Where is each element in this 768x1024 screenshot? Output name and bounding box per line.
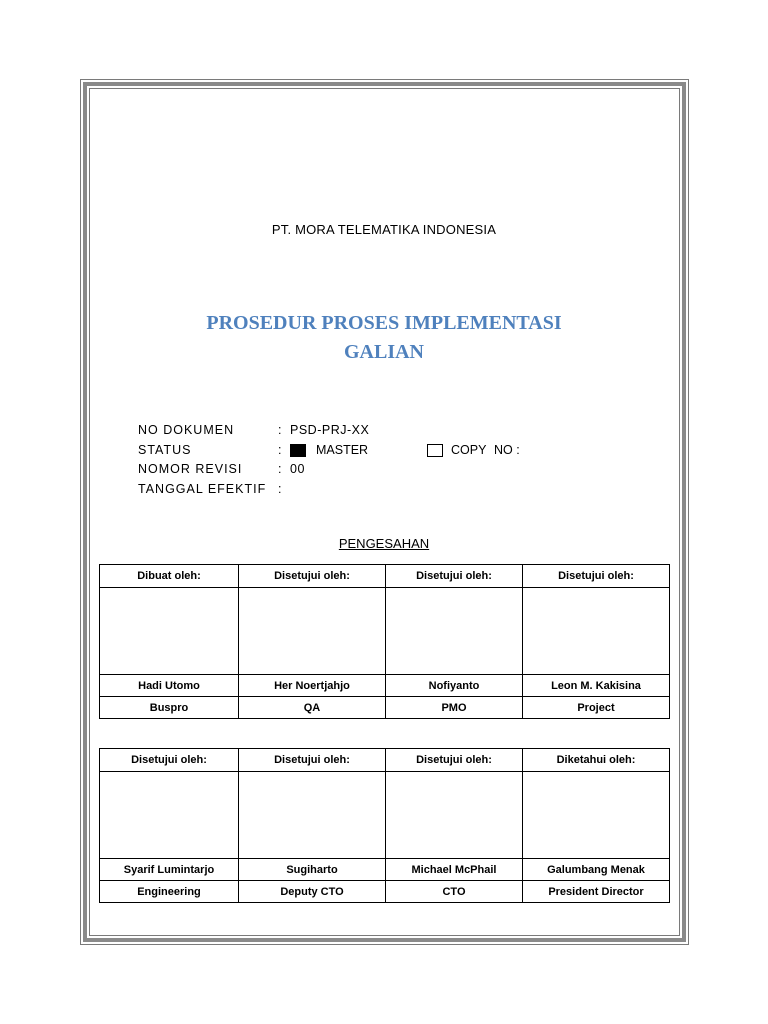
signer-name-cell: Hadi Utomo [100, 675, 239, 697]
name-row [100, 859, 670, 881]
table-header-row [100, 565, 670, 588]
approval-header-cell: Disetujui oleh: [100, 749, 239, 772]
signature-cell [523, 772, 670, 859]
approval-header-cell: Disetujui oleh: [386, 565, 523, 588]
approval-header-cell: Disetujui oleh: [523, 565, 670, 588]
document-title-line2: GALIAN [343, 341, 424, 363]
approval-heading: PENGESAHAN [338, 536, 430, 551]
master-label: MASTER [316, 442, 369, 457]
meta-value-no-dokumen: PSD-PRJ-XX [290, 423, 370, 437]
signer-role-cell: CTO [386, 881, 523, 903]
approval-header-cell: Disetujui oleh: [239, 749, 386, 772]
signature-cell [523, 588, 670, 675]
approval-header-cell: Disetujui oleh: [386, 749, 523, 772]
signature-cell [386, 588, 523, 675]
signature-cell [239, 772, 386, 859]
meta-label: NOMOR REVISI [138, 462, 243, 476]
approval-header-cell: Diketahui oleh: [523, 749, 670, 772]
approval-header-cell: Disetujui oleh: [239, 565, 386, 588]
signature-cell [100, 588, 239, 675]
signer-role-cell: Engineering [100, 881, 239, 903]
document-title [0, 309, 768, 367]
signature-cell [386, 772, 523, 859]
copy-number-label: NO : [494, 442, 520, 457]
signature-cell [239, 588, 386, 675]
approval-table-2 [99, 748, 670, 903]
meta-value-nomor-revisi: 00 [290, 462, 305, 476]
signature-row [100, 588, 670, 675]
signer-name-cell: Her Noertjahjo [239, 675, 386, 697]
meta-label: NO DOKUMEN [138, 423, 235, 437]
master-checkbox[interactable] [290, 444, 306, 457]
signer-name-cell: Michael McPhail [386, 859, 523, 881]
signer-role-cell: QA [239, 697, 386, 719]
meta-colon: : [278, 423, 282, 437]
signer-name-cell: Nofiyanto [386, 675, 523, 697]
signer-name-cell: Syarif Lumintarjo [100, 859, 239, 881]
meta-label: STATUS [138, 442, 192, 457]
signer-name-cell: Sugiharto [239, 859, 386, 881]
document-title-line1: PROSEDUR PROSES IMPLEMENTASI [206, 312, 562, 334]
approval-table-1 [99, 564, 670, 719]
signer-name-cell: Leon M. Kakisina [523, 675, 670, 697]
copy-label: COPY [451, 442, 487, 457]
signature-row [100, 772, 670, 859]
meta-colon: : [278, 442, 282, 457]
meta-colon: : [278, 481, 282, 496]
signer-role-cell: Project [523, 697, 670, 719]
name-row [100, 675, 670, 697]
copy-checkbox[interactable] [427, 444, 443, 457]
signature-cell [100, 772, 239, 859]
signer-role-cell: Buspro [100, 697, 239, 719]
meta-colon: : [278, 462, 282, 476]
signer-role-cell: PMO [386, 697, 523, 719]
role-row [100, 697, 670, 719]
approval-header-cell: Dibuat oleh: [100, 565, 239, 588]
company-name: PT. MORA TELEMATIKA INDONESIA [271, 222, 497, 237]
signer-role-cell: Deputy CTO [239, 881, 386, 903]
table-header-row [100, 749, 670, 772]
role-row [100, 881, 670, 903]
signer-name-cell: Galumbang Menak [523, 859, 670, 881]
meta-label: TANGGAL EFEKTIF [138, 481, 267, 496]
signer-role-cell: President Director [523, 881, 670, 903]
